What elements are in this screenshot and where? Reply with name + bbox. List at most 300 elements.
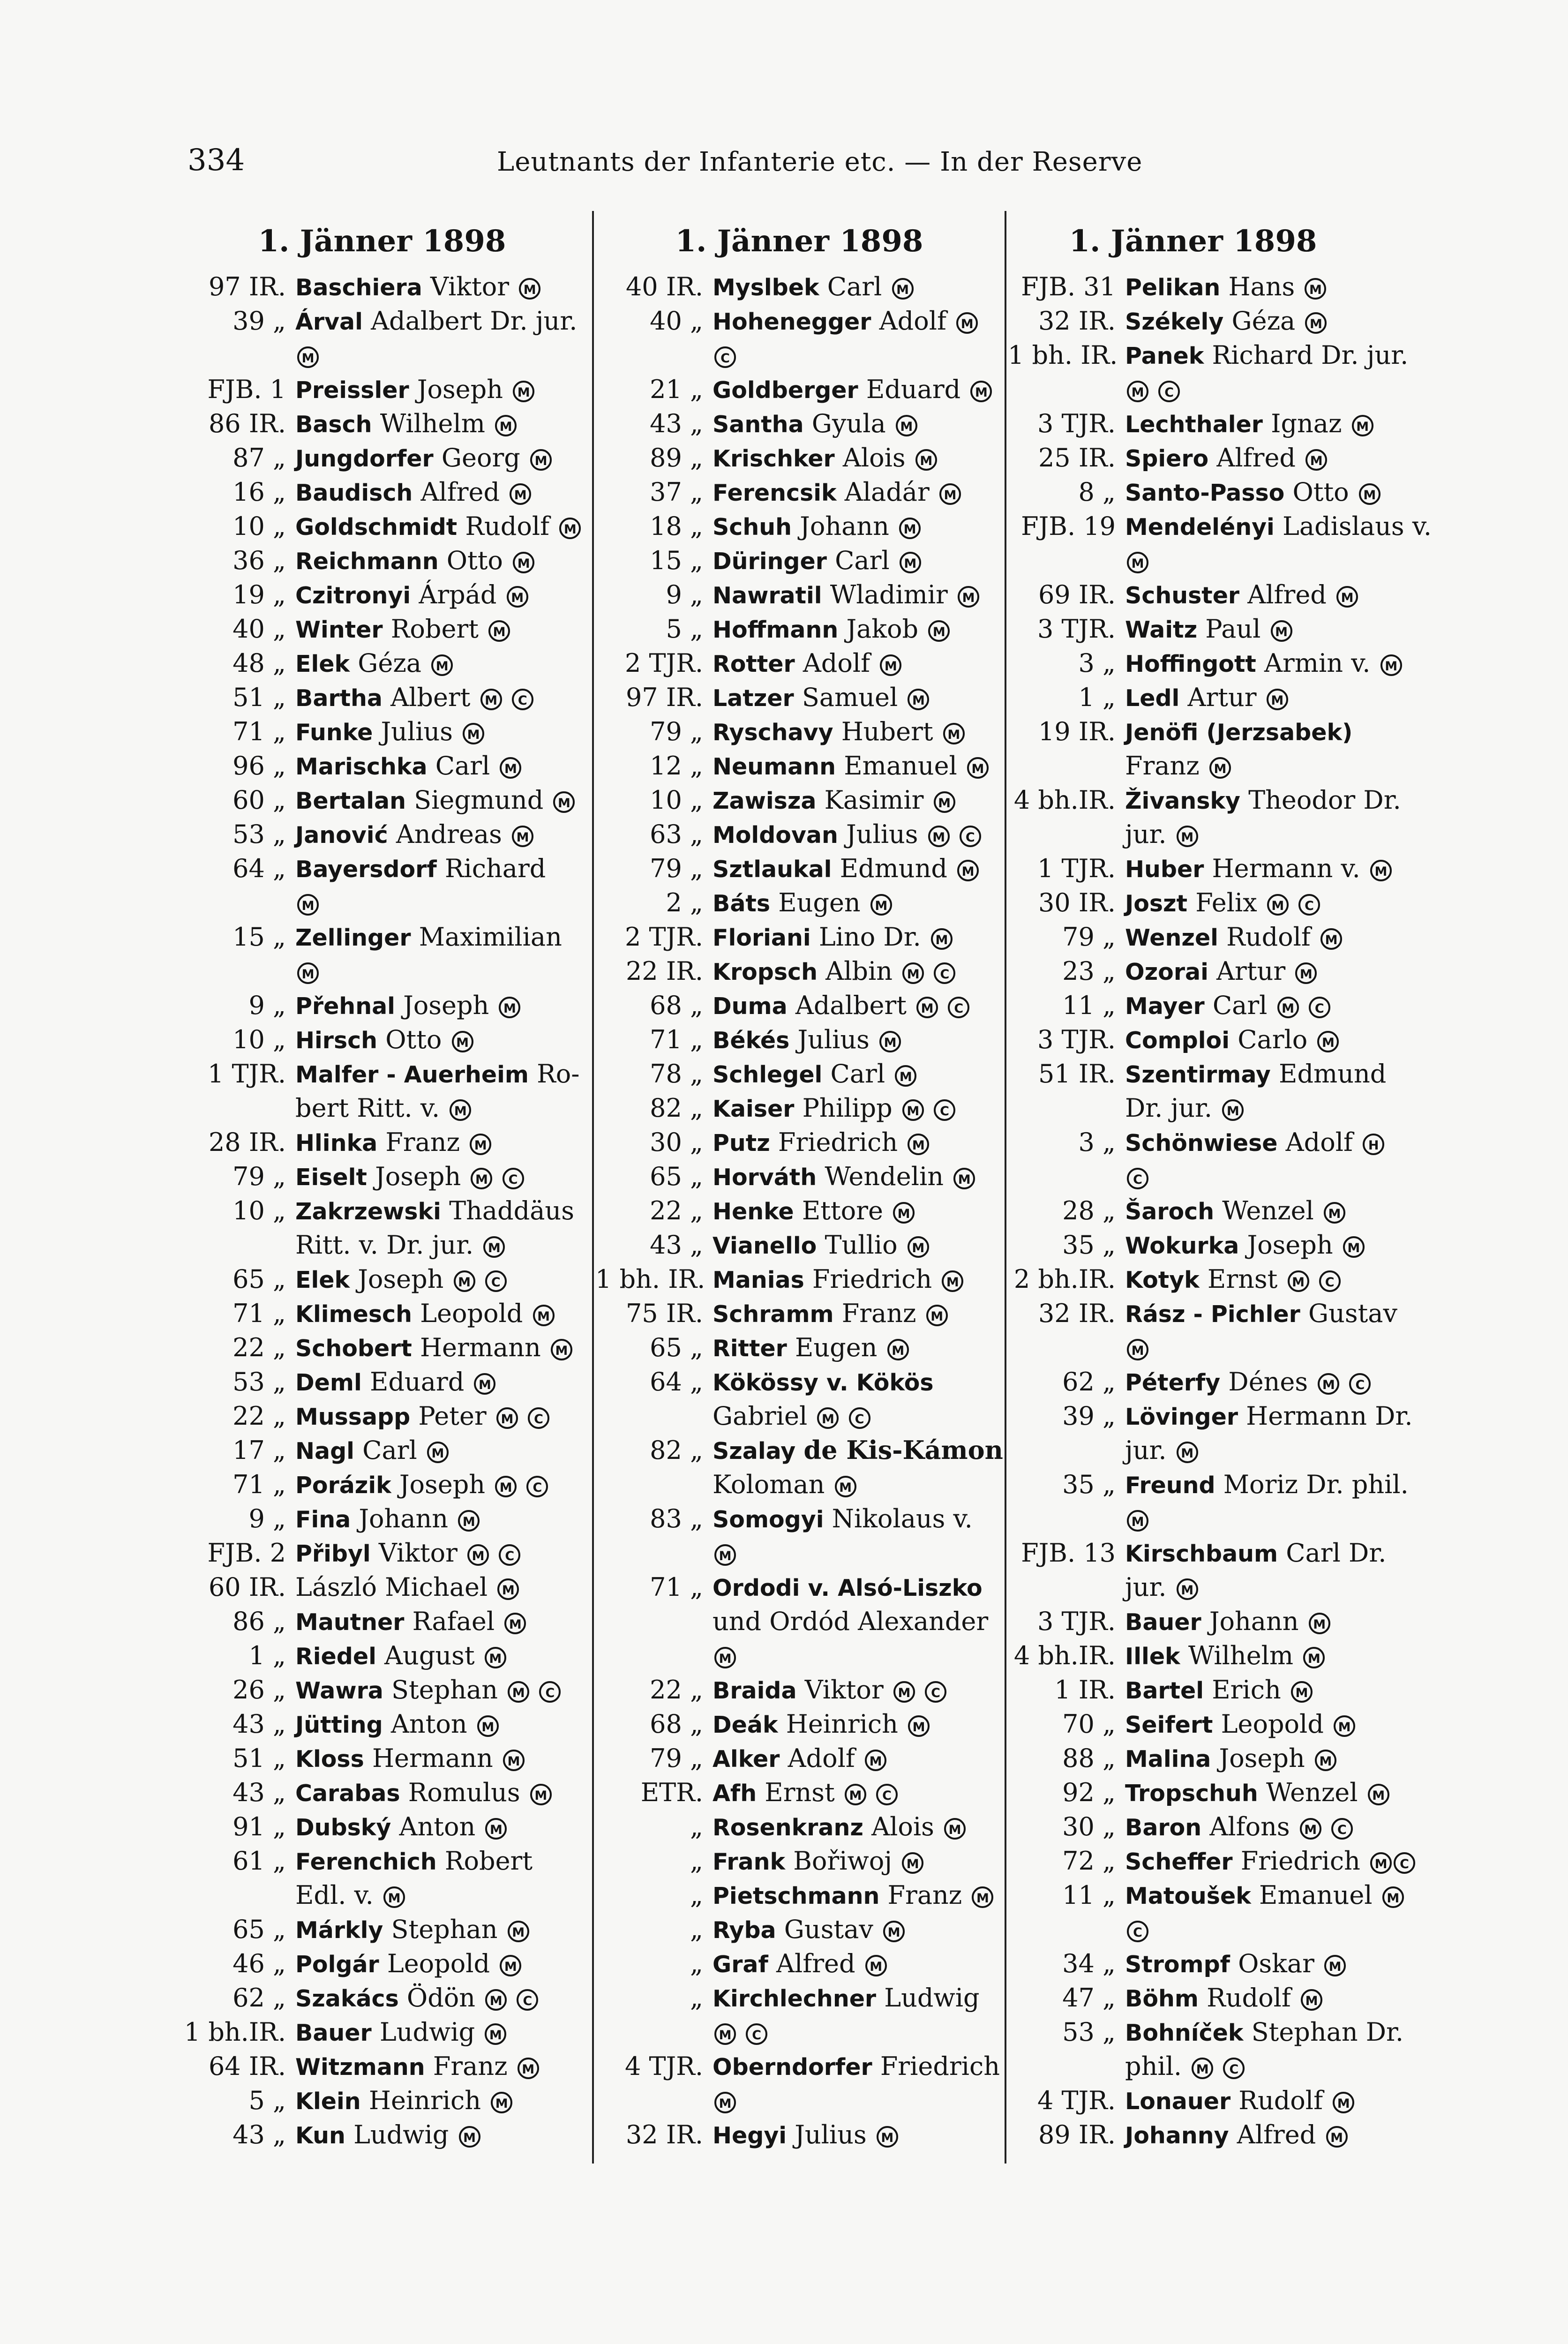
officer-entry xyxy=(1125,304,1327,339)
unit-label: 35 „ xyxy=(1062,1230,1116,1260)
officer-entry xyxy=(713,1673,946,1708)
entry-detail: Ludwig M xyxy=(353,2120,480,2149)
surname: Alker xyxy=(713,1746,780,1773)
medal-m-icon: M xyxy=(972,1886,993,1908)
officer-entry xyxy=(295,1741,525,1776)
entry-detail: Gyula M xyxy=(812,409,917,438)
unit-label: 53 „ xyxy=(233,1367,286,1397)
surname: Schuh xyxy=(713,514,792,541)
unit-label: 10 „ xyxy=(233,511,286,541)
unit-label: 32 IR. xyxy=(1038,1299,1116,1328)
list-item xyxy=(1008,988,1378,1022)
medal-m-icon: M xyxy=(551,1339,572,1360)
medal-m-icon: M xyxy=(934,791,955,813)
officer-entry xyxy=(295,988,520,1023)
medal-m-icon: M xyxy=(870,894,892,916)
officer-entry xyxy=(713,475,961,510)
list-item xyxy=(178,1844,586,1878)
officer-entry xyxy=(295,1502,480,1537)
unit-label: 64 IR. xyxy=(208,2051,286,2081)
entry-detail: Adolf M xyxy=(879,306,978,336)
officer-entry xyxy=(713,920,953,955)
unit-label: 15 „ xyxy=(233,922,286,952)
entry-detail: Géza M xyxy=(1231,306,1327,336)
medal-m-icon: M xyxy=(958,586,979,608)
officer-entry xyxy=(713,1467,856,1502)
entry-detail: Leopold M xyxy=(387,1949,521,1978)
surname: Wawra xyxy=(295,1677,383,1704)
list-item xyxy=(1008,304,1378,338)
entry-detail: Viktor M C xyxy=(379,1538,520,1568)
officer-entry xyxy=(713,2118,898,2153)
officer-entry xyxy=(713,680,929,715)
surname: Ferencsik xyxy=(713,480,837,506)
surname: Elek xyxy=(295,651,350,677)
medal-m-icon: M xyxy=(1324,1202,1345,1224)
entry-detail: Ludwig xyxy=(884,1983,980,2013)
officer-entry xyxy=(295,1673,561,1708)
medal-m-icon: M xyxy=(1127,381,1148,402)
entry-detail: Paul M xyxy=(1205,614,1292,644)
officer-entry xyxy=(295,646,453,681)
unit-label: 71 „ xyxy=(233,717,286,746)
list-item xyxy=(178,406,586,441)
unit-label: 3 „ xyxy=(1078,648,1116,678)
officer-entry xyxy=(713,1844,923,1879)
officer-entry xyxy=(713,1125,929,1160)
list-item xyxy=(1008,1536,1387,1570)
officer-entry xyxy=(1125,475,1380,510)
medal-c-icon: C xyxy=(1331,1818,1353,1840)
surname: Hoffingott xyxy=(1125,651,1256,677)
officer-entry xyxy=(713,1365,934,1400)
list-item xyxy=(1008,783,1401,817)
surname: Schuster xyxy=(1125,582,1240,609)
list-item xyxy=(595,1262,1003,1296)
list-item xyxy=(1008,578,1378,612)
surname: Malfer - Auerheim xyxy=(295,1061,529,1088)
medal-c-icon: C xyxy=(934,962,955,984)
list-item xyxy=(178,1775,586,1810)
medal-m-icon: M xyxy=(485,1989,507,2011)
unit-label: 30 IR. xyxy=(1038,888,1116,917)
officer-entry xyxy=(1125,988,1330,1023)
list-item xyxy=(178,1467,586,1502)
list-item xyxy=(595,2015,1003,2049)
officer-entry xyxy=(713,1296,948,1331)
officer-entry xyxy=(295,1775,552,1811)
officer-entry xyxy=(1125,1159,1148,1194)
list-item xyxy=(1008,1296,1397,1330)
unit-label: 1 TJR. xyxy=(1037,854,1116,883)
surname: Oberndorfer xyxy=(713,2054,872,2081)
entry-detail: Ernst M C xyxy=(1208,1264,1341,1294)
officer-entry xyxy=(1125,1638,1325,1674)
list-item xyxy=(595,988,1003,1022)
list-item xyxy=(595,1844,1003,1878)
unit-label: 28 „ xyxy=(1062,1196,1116,1225)
entry-detail: Johann M xyxy=(800,511,921,541)
surname: Šaroch xyxy=(1125,1198,1215,1225)
entry-detail: Aladár M xyxy=(845,477,961,507)
entry-detail: Ro- xyxy=(537,1059,580,1089)
officer-entry xyxy=(1125,1604,1330,1639)
unit-label: ETR. xyxy=(640,1778,703,1807)
surname: Pelikan xyxy=(1125,274,1221,301)
officer-entry xyxy=(713,372,992,407)
unit-label: 2 „ xyxy=(666,888,703,917)
list-item xyxy=(595,817,1003,851)
surname: Illek xyxy=(1125,1643,1180,1670)
entry-detail: Ettore M xyxy=(802,1196,915,1225)
unit-label: 79 „ xyxy=(650,717,703,746)
medal-m-icon: M xyxy=(297,346,319,368)
unit-label: 1 „ xyxy=(1078,683,1116,712)
entry-detail: Maximilian xyxy=(419,922,562,952)
list-item xyxy=(1008,1878,1400,1912)
officer-entry xyxy=(1125,441,1327,476)
unit-label: „ xyxy=(690,1880,703,1910)
surname: Janović xyxy=(295,822,388,849)
surname: Goldschmidt xyxy=(295,514,458,541)
surname: Nagl xyxy=(295,1438,354,1465)
unit-label: 40 „ xyxy=(650,306,703,336)
entry-detail: Otto M xyxy=(1293,477,1380,507)
medal-c-icon: C xyxy=(1319,1270,1341,1292)
list-item xyxy=(595,1125,1003,1159)
medal-m-icon: M xyxy=(297,962,319,984)
entry-detail: Hermann Dr. xyxy=(1246,1401,1413,1431)
entry-detail: Emanuel M xyxy=(1259,1880,1404,1910)
surname: Kropsch xyxy=(713,959,818,985)
list-item xyxy=(178,886,586,920)
surname: Myslbek xyxy=(713,274,819,301)
unit-label: FJB. 1 xyxy=(207,375,286,404)
medal-m-icon: M xyxy=(970,381,992,402)
entry-detail: bert Ritt. v. M xyxy=(295,1093,471,1123)
entry-detail: Carl M xyxy=(831,1059,917,1089)
surname: Fina xyxy=(295,1506,351,1533)
medal-m-icon: M xyxy=(887,1339,909,1360)
entry-detail: Alfred M xyxy=(1247,580,1358,609)
medal-m-icon: M xyxy=(513,552,534,573)
surname: Ryba xyxy=(713,1917,776,1944)
surname: Vianello xyxy=(713,1232,817,1259)
unit-label: 11 „ xyxy=(1062,1880,1116,1910)
unit-label: 96 „ xyxy=(233,751,286,781)
list-item xyxy=(178,338,586,372)
officer-entry xyxy=(713,509,921,544)
medal-m-icon: M xyxy=(714,1544,736,1566)
surname: Schobert xyxy=(295,1335,412,1362)
column-rule xyxy=(1005,211,1006,2164)
entry-detail: Friedrich M xyxy=(812,1264,963,1294)
medal-m-icon: M xyxy=(553,791,575,813)
officer-entry xyxy=(713,441,937,476)
surname: Eiselt xyxy=(295,1164,367,1191)
entry-detail: Andreas M xyxy=(396,819,533,849)
medal-m-icon: M xyxy=(533,1305,555,1326)
entry-detail: Rafael M xyxy=(413,1607,526,1636)
list-item xyxy=(178,441,586,475)
list-item xyxy=(1008,1365,1378,1399)
entry-detail: Eugen M xyxy=(795,1333,909,1362)
officer-entry xyxy=(295,680,533,715)
list-item xyxy=(1008,1262,1378,1296)
list-item xyxy=(178,372,586,406)
entry-detail: Wendelin M xyxy=(825,1162,975,1191)
medal-m-icon: M xyxy=(902,1852,923,1874)
column-title: 1. Jänner 1898 xyxy=(675,224,923,259)
officer-entry xyxy=(1125,1296,1397,1331)
medal-c-icon: C xyxy=(1127,1921,1148,1942)
list-item xyxy=(178,1570,586,1604)
medal-m-icon: M xyxy=(1380,654,1402,676)
list-item xyxy=(595,338,1003,372)
surname: Hoffmann xyxy=(713,616,839,643)
officer-entry xyxy=(713,304,978,339)
surname: Klein xyxy=(295,2088,361,2115)
medal-m-icon: M xyxy=(1177,1442,1198,1463)
medal-m-icon: M xyxy=(488,620,510,642)
officer-entry xyxy=(1125,1844,1415,1879)
medal-m-icon: M xyxy=(485,1647,506,1668)
unit-label: 53 „ xyxy=(233,819,286,849)
officer-entry xyxy=(295,920,562,955)
unit-label: „ xyxy=(690,1949,703,1978)
entry-detail: Alfred M xyxy=(776,1949,887,1978)
entry-detail: Carl M xyxy=(827,272,914,301)
list-item xyxy=(178,749,586,783)
surname: Jungdorfer xyxy=(295,445,434,472)
medal-m-icon: M xyxy=(497,1578,519,1600)
medal-m-icon: M xyxy=(508,1681,529,1703)
medal-m-icon: M xyxy=(714,1647,736,1668)
officer-entry xyxy=(1125,1741,1336,1776)
officer-entry xyxy=(713,1159,975,1195)
medal-m-icon: M xyxy=(1271,620,1292,642)
list-item xyxy=(595,1810,1003,1844)
medal-m-icon: M xyxy=(928,826,950,847)
list-item xyxy=(595,304,1003,338)
unit-label: 16 „ xyxy=(233,477,286,507)
surname: Sztlaukal xyxy=(713,856,832,883)
entry-detail xyxy=(713,340,736,370)
surname: Klimesch xyxy=(295,1301,412,1328)
officer-entry xyxy=(1125,1878,1404,1913)
list-item xyxy=(178,988,586,1022)
medal-m-icon: M xyxy=(1301,1989,1322,2011)
unit-label: 40 „ xyxy=(233,614,286,644)
medal-m-icon: M xyxy=(1324,1955,1346,1976)
entry-detail: Carl M xyxy=(362,1435,449,1465)
officer-entry xyxy=(1125,954,1317,989)
surname: Lechthaler xyxy=(1125,411,1263,438)
medal-m-icon: M xyxy=(956,312,978,334)
officer-entry xyxy=(295,1912,529,1947)
surname: Putz xyxy=(713,1130,770,1157)
medal-m-icon: M xyxy=(480,689,502,710)
list-item xyxy=(595,1878,1003,1912)
medal-m-icon: M xyxy=(1192,2058,1213,2079)
unit-label: 3 „ xyxy=(1078,1127,1116,1157)
unit-label: 3 TJR. xyxy=(1037,614,1116,644)
medal-m-icon: M xyxy=(467,1544,489,1566)
surname: Mussapp xyxy=(295,1404,411,1430)
entry-detail: Adalbert Dr. jur. xyxy=(371,306,578,336)
medal-m-icon: M xyxy=(944,1818,966,1840)
entry-detail: Theodor Dr. xyxy=(1248,785,1401,815)
unit-label: 10 „ xyxy=(233,1196,286,1225)
entry-detail: Eduard M xyxy=(866,375,992,404)
officer-entry xyxy=(713,1399,870,1433)
officer-entry xyxy=(1125,1365,1371,1400)
medal-m-icon: M xyxy=(483,1236,505,1258)
medal-m-icon: M xyxy=(1336,586,1358,608)
medal-m-icon: M xyxy=(1277,997,1299,1018)
unit-label: 1 bh.IR. xyxy=(184,2017,286,2047)
surname: Frank xyxy=(713,1848,786,1875)
unit-label: 4 TJR. xyxy=(624,2051,703,2081)
unit-label: FJB. 13 xyxy=(1021,1538,1116,1568)
surname: Bartha xyxy=(295,685,383,712)
unit-label: 79 „ xyxy=(233,1162,286,1191)
list-item xyxy=(178,1365,586,1399)
officer-entry xyxy=(1125,1194,1345,1229)
entry-detail: Árpád M xyxy=(419,580,528,609)
officer-entry xyxy=(1125,1467,1409,1503)
medal-m-icon: M xyxy=(1177,1578,1198,1600)
medal-m-icon: M xyxy=(1300,1818,1321,1840)
surname: Moldovan xyxy=(713,822,838,849)
unit-label: 30 „ xyxy=(1062,1812,1116,1841)
unit-label: 43 „ xyxy=(650,409,703,438)
running-title: Leutnants der Infanterie etc. — In der Reserve xyxy=(497,147,1143,177)
surname: Schönwiese xyxy=(1125,1130,1278,1157)
officer-entry xyxy=(295,749,521,784)
entry-detail xyxy=(713,2086,736,2115)
surname: Marischka xyxy=(295,753,428,780)
list-item xyxy=(178,578,586,612)
entry-detail: Koloman M xyxy=(713,1470,856,1499)
list-item xyxy=(1008,1091,1378,1125)
surname: Zakrzewski xyxy=(295,1198,441,1225)
medal-m-icon: M xyxy=(1267,894,1289,916)
medal-m-icon: M xyxy=(452,1031,473,1052)
officer-entry xyxy=(713,543,921,578)
unit-label: 68 „ xyxy=(650,1709,703,1739)
medal-m-icon: M xyxy=(967,757,989,779)
officer-entry xyxy=(295,2049,539,2084)
entry-detail xyxy=(713,1641,736,1670)
list-item xyxy=(595,1159,1003,1194)
surname: Přehnal xyxy=(295,993,395,1020)
officer-entry xyxy=(713,954,955,989)
entry-detail: Wenzel M xyxy=(1222,1196,1345,1225)
officer-entry xyxy=(295,1159,524,1195)
medal-m-icon: M xyxy=(880,654,901,676)
surname: Márkly xyxy=(295,1917,383,1944)
medal-m-icon: M xyxy=(1127,1339,1148,1360)
medal-c-icon: C xyxy=(948,997,969,1018)
entry-detail xyxy=(1125,546,1148,575)
officer-entry xyxy=(713,1878,993,1913)
entry-detail: Wladimir M xyxy=(830,580,979,609)
medal-m-icon: M xyxy=(512,826,533,847)
officer-entry xyxy=(713,2015,767,2049)
medal-m-icon: M xyxy=(1267,689,1288,710)
officer-entry xyxy=(713,1638,736,1673)
list-item xyxy=(178,1707,586,1741)
medal-m-icon: M xyxy=(518,2058,539,2079)
officer-entry xyxy=(713,338,736,372)
entry-detail: Alois M xyxy=(843,443,937,473)
list-item xyxy=(178,646,586,680)
unit-label: 71 „ xyxy=(233,1299,286,1328)
unit-label: 22 „ xyxy=(650,1196,703,1225)
entry-detail: Heinrich M xyxy=(369,2086,512,2115)
surname: Preissler xyxy=(295,377,409,404)
officer-entry xyxy=(1125,1057,1386,1092)
officer-entry xyxy=(1125,2049,1245,2083)
list-item xyxy=(1008,1194,1378,1228)
officer-entry xyxy=(295,2118,480,2153)
officer-entry xyxy=(713,1502,973,1537)
medal-m-icon: M xyxy=(1334,1715,1355,1737)
officer-entry xyxy=(295,714,484,750)
list-item xyxy=(595,1707,1003,1741)
entry-detail: Alfred M xyxy=(1216,443,1327,473)
list-item xyxy=(1008,1673,1378,1707)
list-item xyxy=(178,1673,586,1707)
list-item xyxy=(1008,543,1378,578)
unit-label: 63 „ xyxy=(650,819,703,849)
entry-detail: phil. M C xyxy=(1125,2051,1245,2081)
medal-m-icon: M xyxy=(892,278,914,300)
unit-label: 1 IR. xyxy=(1054,1675,1116,1705)
list-item xyxy=(178,1433,586,1467)
officer-entry xyxy=(1125,749,1231,783)
officer-entry xyxy=(713,1057,916,1092)
unit-label: 19 „ xyxy=(233,580,286,609)
unit-label: 62 „ xyxy=(233,1983,286,2013)
unit-label: 79 „ xyxy=(1062,922,1116,952)
surname: Afh xyxy=(713,1780,757,1807)
surname: Strompf xyxy=(1125,1951,1230,1978)
officer-entry xyxy=(713,1570,983,1605)
surname: Schramm xyxy=(713,1301,834,1328)
entry-detail: Franz M xyxy=(1125,751,1231,781)
surname: Floriani xyxy=(713,924,811,951)
surname: Bauer xyxy=(295,2020,372,2046)
surname: Ordodi v. Alsó-Liszko xyxy=(713,1575,983,1601)
list-item xyxy=(178,1159,586,1194)
unit-label: 69 IR. xyxy=(1038,580,1116,609)
officer-entry xyxy=(713,612,950,647)
entry-detail: Friedrich M xyxy=(778,1127,929,1157)
list-item xyxy=(178,2118,586,2152)
entry-detail: Viktor M xyxy=(430,272,540,301)
list-item xyxy=(595,1365,1003,1399)
entry-detail: Moriz Dr. phil. xyxy=(1223,1470,1409,1499)
officer-entry xyxy=(713,1981,980,2016)
unit-label: 43 „ xyxy=(233,1709,286,1739)
list-item xyxy=(595,851,1003,886)
surname: Huber xyxy=(1125,856,1204,883)
surname: Manias xyxy=(713,1267,804,1293)
surname: Baschiera xyxy=(295,274,422,301)
unit-label: 18 „ xyxy=(650,511,703,541)
